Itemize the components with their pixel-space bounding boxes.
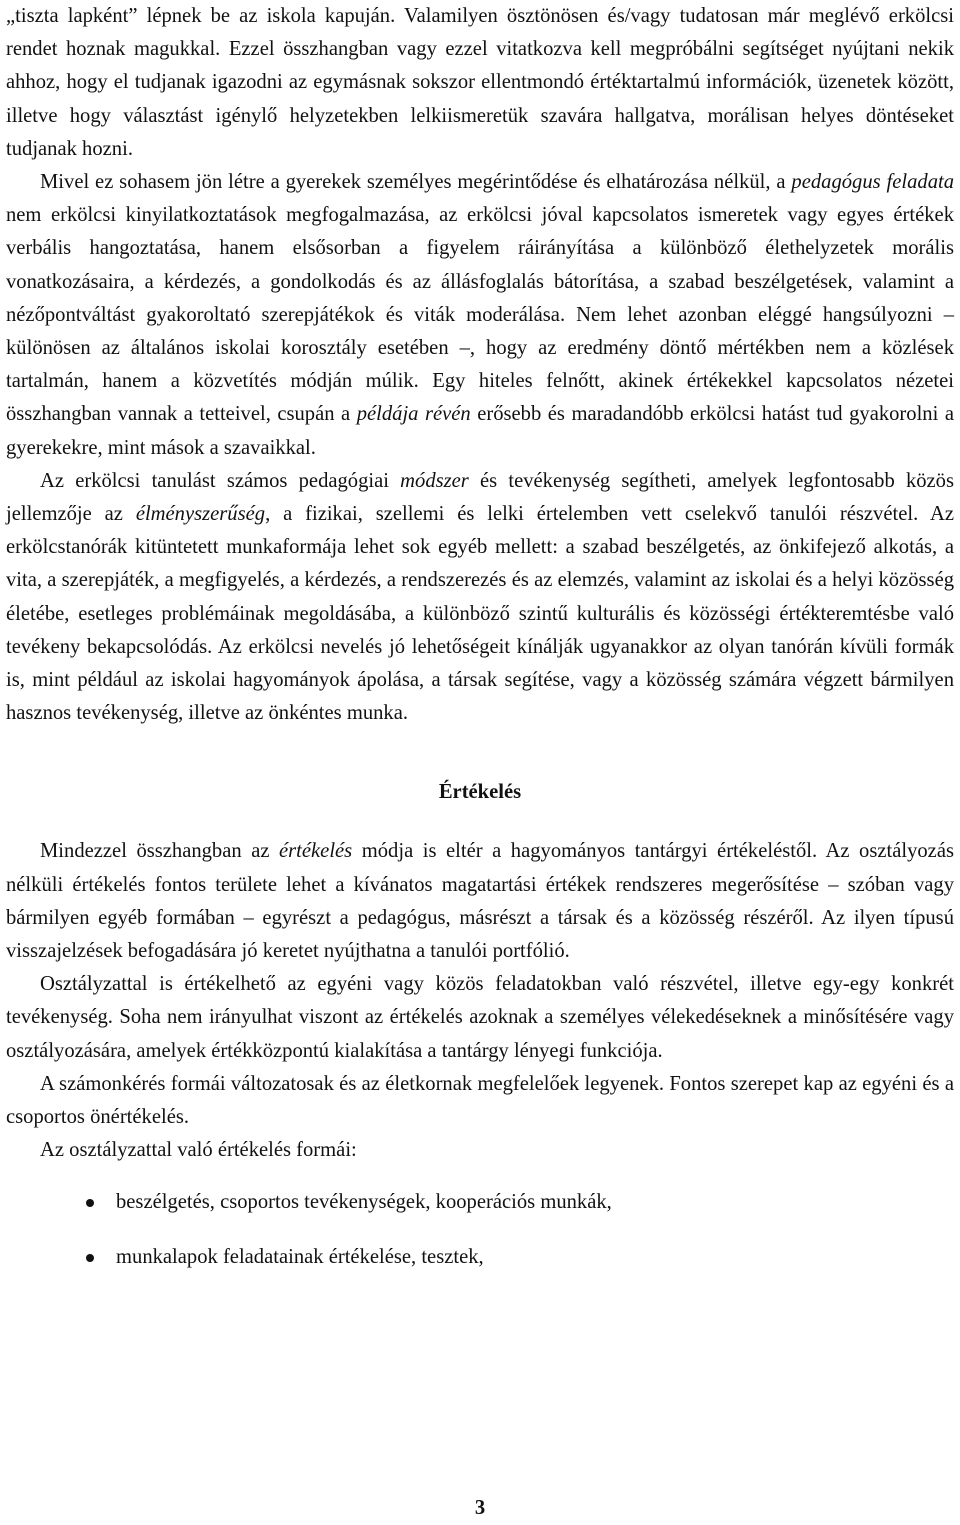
paragraph-assessment-forms: A számonkérés formái változatosak és az életkornak megfelelőek legyenek. Fontos szerepet kap az egyéni és a csoportos önértékelés. — [6, 1072, 954, 1129]
emphasis-text: értékelés — [279, 840, 353, 863]
paragraph-text: , a fizikai, szellemi és lelki értelemben vett cselekvő tanulói részvétel. Az erkölcstanórák kitüntetett munkaformája lehet sok egyéb mellett: a szabad beszélgetés, az önkifejező alkotás, a vita, a szerepjáték, a megfigyelés, a kérdezés, a rendszerezés és az elemzés, valamint az iskolai és a helyi közösség életébe, esetleges problémáinak megoldásába, a különböző szintű kulturális és közösségi értékteremtésbe való tevékeny bekapcsolódás. Az erkölcsi nevelés jó lehetőségeit kínálják ugyanakkor az olyan tanórán kívüli formák is, mint például az iskolai hagyományok ápolása, a társak segítése, vagy a közösség számára végzett bármilyen hasznos tevékenység, illetve az önkéntes munka. — [6, 503, 954, 725]
paragraph-text: Az erkölcsi tanulást számos pedagógiai — [40, 469, 401, 492]
list-item — [6, 1241, 954, 1274]
paragraph-text: és tevékenység segítheti, amelyek legfontosabb közös jellemzője az — [6, 469, 954, 526]
section-title: Értékelés — [438, 781, 522, 804]
emphasis-text: pedagógus feladata — [791, 171, 955, 194]
bullet-icon — [86, 1254, 94, 1262]
paragraph-methods — [6, 465, 954, 731]
bullet-icon — [86, 1199, 94, 1207]
list-item-text: munkalapok feladatainak értékelése, tesztek, — [116, 1245, 484, 1268]
paragraph-text: nem erkölcsi kinyilatkoztatások megfogalmazása, az erkölcsi jóval kapcsolatos ismeretek vagy egyes értékek verbális hangoztatása, hanem elsősorban a figyelem ráirányítása a különböző élethelyzetek morális vonatkozásaira, a kérdezés, a gondolkodás és az állásfoglalás bátorítása, a szabad beszélgetések, valamint a nézőpontváltást gyakoroltató szerepjátékok és viták moderálása. Nem lehet azonban eléggé hangsúlyozni – különösen az általános iskolai korosztály esetében –, hogy az eredmény döntő mértékben nem a közlések tartalmán, hanem a közvetítés módján múlik. Egy hiteles felnőtt, akinek értékekkel kapcsolatos nézetei összhangban vannak a tetteivel, csupán a — [6, 204, 954, 426]
paragraph-teacher-role — [6, 166, 954, 465]
list-intro: Az osztályzattal való értékelés formái: — [40, 1139, 357, 1162]
list-item-text: beszélgetés, csoportos tevékenységek, kooperációs munkák, — [116, 1190, 612, 1213]
evaluation-forms-list — [6, 1186, 954, 1274]
paragraph-text: erősebb és maradandóbb erkölcsi hatást tud gyakorolni a gyerekekre, mint mások a szavaikkal. — [6, 403, 954, 459]
paragraph-evaluation — [6, 835, 954, 968]
emphasis-text: módszer — [400, 469, 469, 492]
document-page — [6, 0, 954, 1296]
paragraph-text: módja is eltér a hagyományos tantárgyi értékeléstől. Az osztályozás nélküli értékelés fontos területe lehet a kívánatos magatartási értékek rendszeres megerősítése – szóban vagy bármilyen egyéb formában – egyrészt a pedagógus, másrészt a társak és a közösség részéről. Az ilyen típusú visszajelzések befogadására jó keretet nyújthatna a tanulói portfólió. — [6, 840, 954, 963]
list-item — [6, 1186, 954, 1219]
emphasis-text: példája révén — [356, 403, 471, 426]
paragraph-text: Mindezzel összhangban az — [40, 840, 280, 863]
emphasis-text: élményszerűség — [135, 503, 266, 526]
paragraph-intro-continued — [6, 0, 954, 166]
paragraph-text: „tiszta lapként” lépnek be az iskola kapuján. Valamilyen ösztönösen és/vagy tudatosan már meglévő erkölcsi rendet hoznak magukkal. Ezzel összhangban vagy ezzel vitatkozva kell megpróbálni segítséget nyújtani nekik ahhoz, hogy el tudjanak igazodni az egymásnak sokszor ellentmondó értéktartalmú információk, üzenetek között, illetve hogy választást igénylő helyzetekben lelkiismeretük szavára hallgatva, morálisan helyes döntéseket tudjanak hozni. — [6, 5, 954, 160]
paragraph-text: Mivel ez sohasem jön létre a gyerekek személyes megérintődése és elhatározása nélkül, a — [40, 171, 792, 194]
page-number: 3 — [474, 1497, 486, 1519]
paragraph-grading: Osztályzattal is értékelhető az egyéni vagy közös feladatokban való részvétel, illetve egy-egy konkrét tevékenység. Soha nem irányulhat viszont az értékelés azoknak a személyes vélekedéseknek a minősítésére vagy osztályozására, amelyek értékközpontú kialakítása a tantárgy lényegi funkciója. — [6, 973, 954, 1062]
